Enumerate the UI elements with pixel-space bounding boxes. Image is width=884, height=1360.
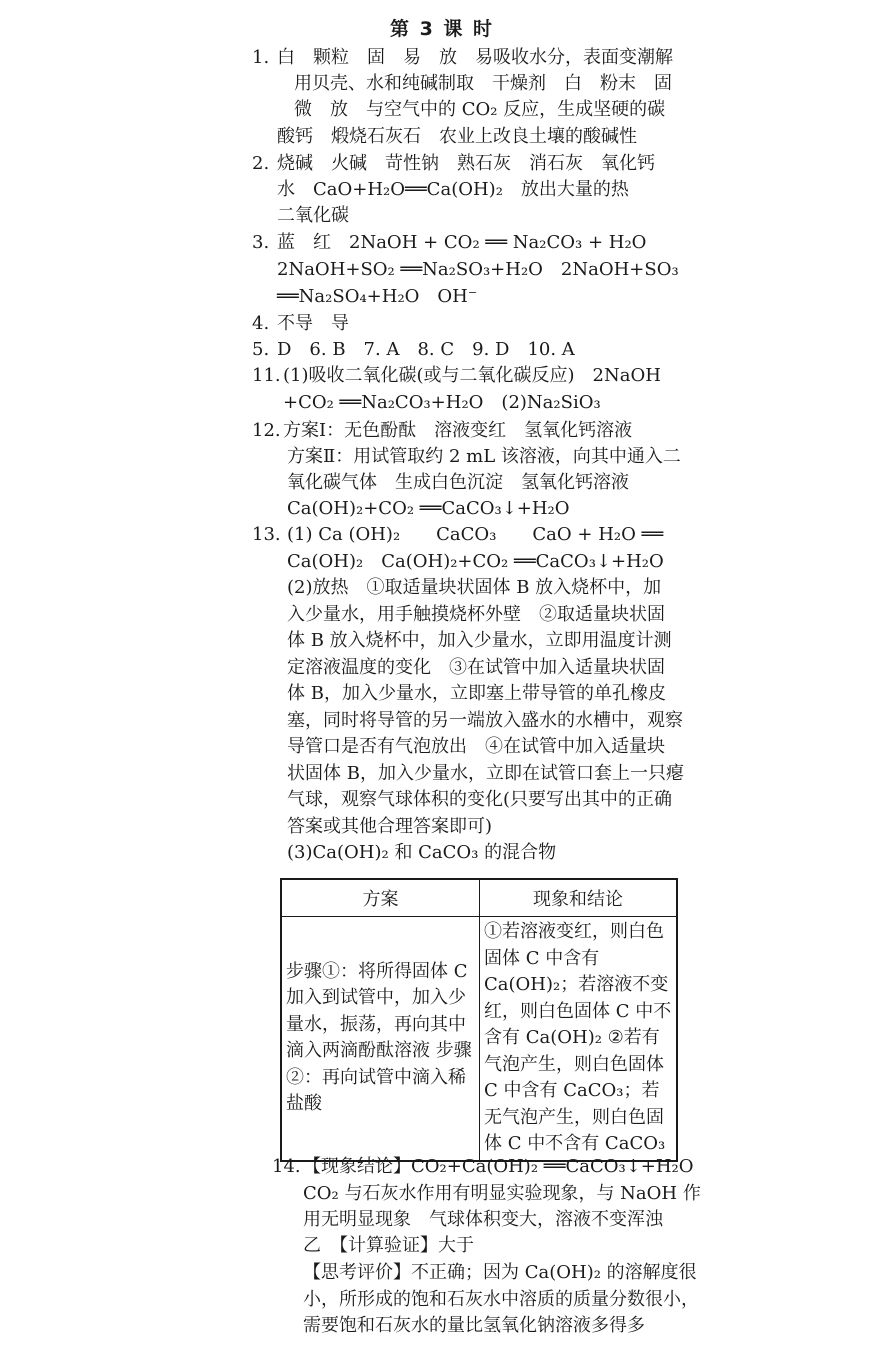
answer-line: 小，所形成的饱和石灰水中溶质的质量分数很小， [303, 1289, 699, 1310]
answer-line: Ca(OH)₂+CO₂ ══CaCO₃↓+H₂O [287, 498, 570, 519]
answer-line: (1) Ca (OH)₂ CaCO₃ CaO + H₂O ══ [287, 524, 664, 545]
answer-line: 乙 【计算验证】大于 [303, 1235, 474, 1256]
answer-line: 烧碱 火碱 苛性钠 熟石灰 消石灰 氧化钙 [277, 153, 655, 174]
answer-line: (2)放热 ①取适量块状固体 B 放入烧杯中，加 [287, 577, 662, 598]
answer-line: (1)吸收二氧化碳(或与二氧化碳反应) 2NaOH [283, 365, 661, 386]
answer-line: 塞，同时将导管的另一端放入盛水的水槽中，观察 [287, 710, 683, 731]
answer-line: 白 颗粒 固 易 放 易吸收水分，表面变潮解 [277, 47, 673, 68]
page-title: 第 3 课 时 [389, 18, 495, 40]
table-cell: 步骤①：将所得固体 C 加入到试管中，加入少量水，振荡，再向其中滴入两滴酚酞溶液 步骤②：再向试管中滴入稀盐酸 [281, 917, 480, 1161]
answer-table [280, 878, 678, 1162]
answer-line: 方案Ⅰ：无色酚酞 溶液变红 氢氧化钙溶液 [283, 420, 633, 441]
answer-line: 答案或其他合理答案即可) [287, 816, 493, 837]
answer-line: 酸钙 煅烧石灰石 农业上改良土壤的酸碱性 [277, 126, 637, 147]
answer-line: 水 CaO+H₂O══Ca(OH)₂ 放出大量的热 [277, 179, 629, 200]
answer-line: 用无明显现象 气球体积变大，溶液不变浑浊 [303, 1209, 663, 1230]
answer-line: 【思考评价】不正确；因为 Ca(OH)₂ 的溶解度很 [303, 1262, 697, 1283]
answer-line: 二氧化碳 [277, 205, 349, 226]
answer-line: 氧化碳气体 生成白色沉淀 氢氧化钙溶液 [287, 472, 629, 493]
answer-line: 【现象结论】CO₂+Ca(OH)₂ ══CaCO₃↓+H₂O [303, 1156, 694, 1177]
answer-line: 不导 导 [277, 313, 349, 334]
answer-line: Ca(OH)₂ Ca(OH)₂+CO₂ ══CaCO₃↓+H₂O [287, 551, 664, 572]
answer-line: 体 B，加入少量水，立即塞上带导管的单孔橡皮 [287, 683, 666, 704]
question-number: 13. [252, 524, 281, 545]
answer-line: 需要饱和石灰水的量比氢氧化钠溶液多得多 [303, 1315, 645, 1336]
answer-line: 蓝 红 2NaOH + CO₂ ══ Na₂CO₃ + H₂O [277, 232, 647, 253]
answer-line: 导管口是否有气泡放出 ④在试管中加入适量块 [287, 736, 665, 757]
table-header: 方案 [281, 879, 480, 917]
question-number: 11. [252, 365, 281, 386]
answer-line: 入少量水，用手触摸烧杯外壁 ②取适量块状固 [287, 604, 665, 625]
answer-line: CO₂ 与石灰水作用有明显实验现象，与 NaOH 作 [303, 1183, 701, 1204]
question-number: 4. [252, 313, 270, 334]
answer-line: 2NaOH+SO₂ ══Na₂SO₃+H₂O 2NaOH+SO₃ [277, 259, 679, 280]
question-number: 1. [252, 47, 270, 68]
table-cell: ①若溶液变红，则白色固体 C 中含有 Ca(OH)₂；若溶液不变红，则白色固体 C 中不含有 Ca(OH)₂ ②若有气泡产生，则白色固体 C 中含有 CaCO₃；若无气泡产生，则白色固体 C 中不含有 CaCO₃ [480, 917, 678, 1161]
answer-line: 体 B 放入烧杯中，加入少量水，立即用温度计测 [287, 630, 672, 651]
answer-line: 方案Ⅱ：用试管取约 2 mL 该溶液，向其中通入二 [287, 446, 681, 467]
answer-line: D 6. B 7. A 8. C 9. D 10. A [277, 339, 575, 360]
table-header: 现象和结论 [480, 879, 678, 917]
answer-line: 用贝壳、水和纯碱制取 干燥剂 白 粉末 固 [294, 73, 672, 94]
answer-line: 微 放 与空气中的 CO₂ 反应，生成坚硬的碳 [294, 99, 666, 120]
question-number: 3. [252, 232, 270, 253]
question-number: 14. [272, 1156, 301, 1177]
answer-line: (3)Ca(OH)₂ 和 CaCO₃ 的混合物 [287, 842, 557, 863]
question-number: 5. [252, 339, 270, 360]
question-number: 2. [252, 153, 270, 174]
answer-line: 状固体 B，加入少量水，立即在试管口套上一只瘪 [287, 763, 684, 784]
answer-line: 定溶液温度的变化 ③在试管中加入适量块状固 [287, 657, 665, 678]
question-number: 12. [252, 420, 281, 441]
answer-line: +CO₂ ══Na₂CO₃+H₂O (2)Na₂SiO₃ [283, 392, 601, 413]
answer-line: ══Na₂SO₄+H₂O OH⁻ [277, 286, 478, 307]
answer-line: 气球，观察气球体积的变化(只要写出其中的正确 [287, 789, 673, 810]
